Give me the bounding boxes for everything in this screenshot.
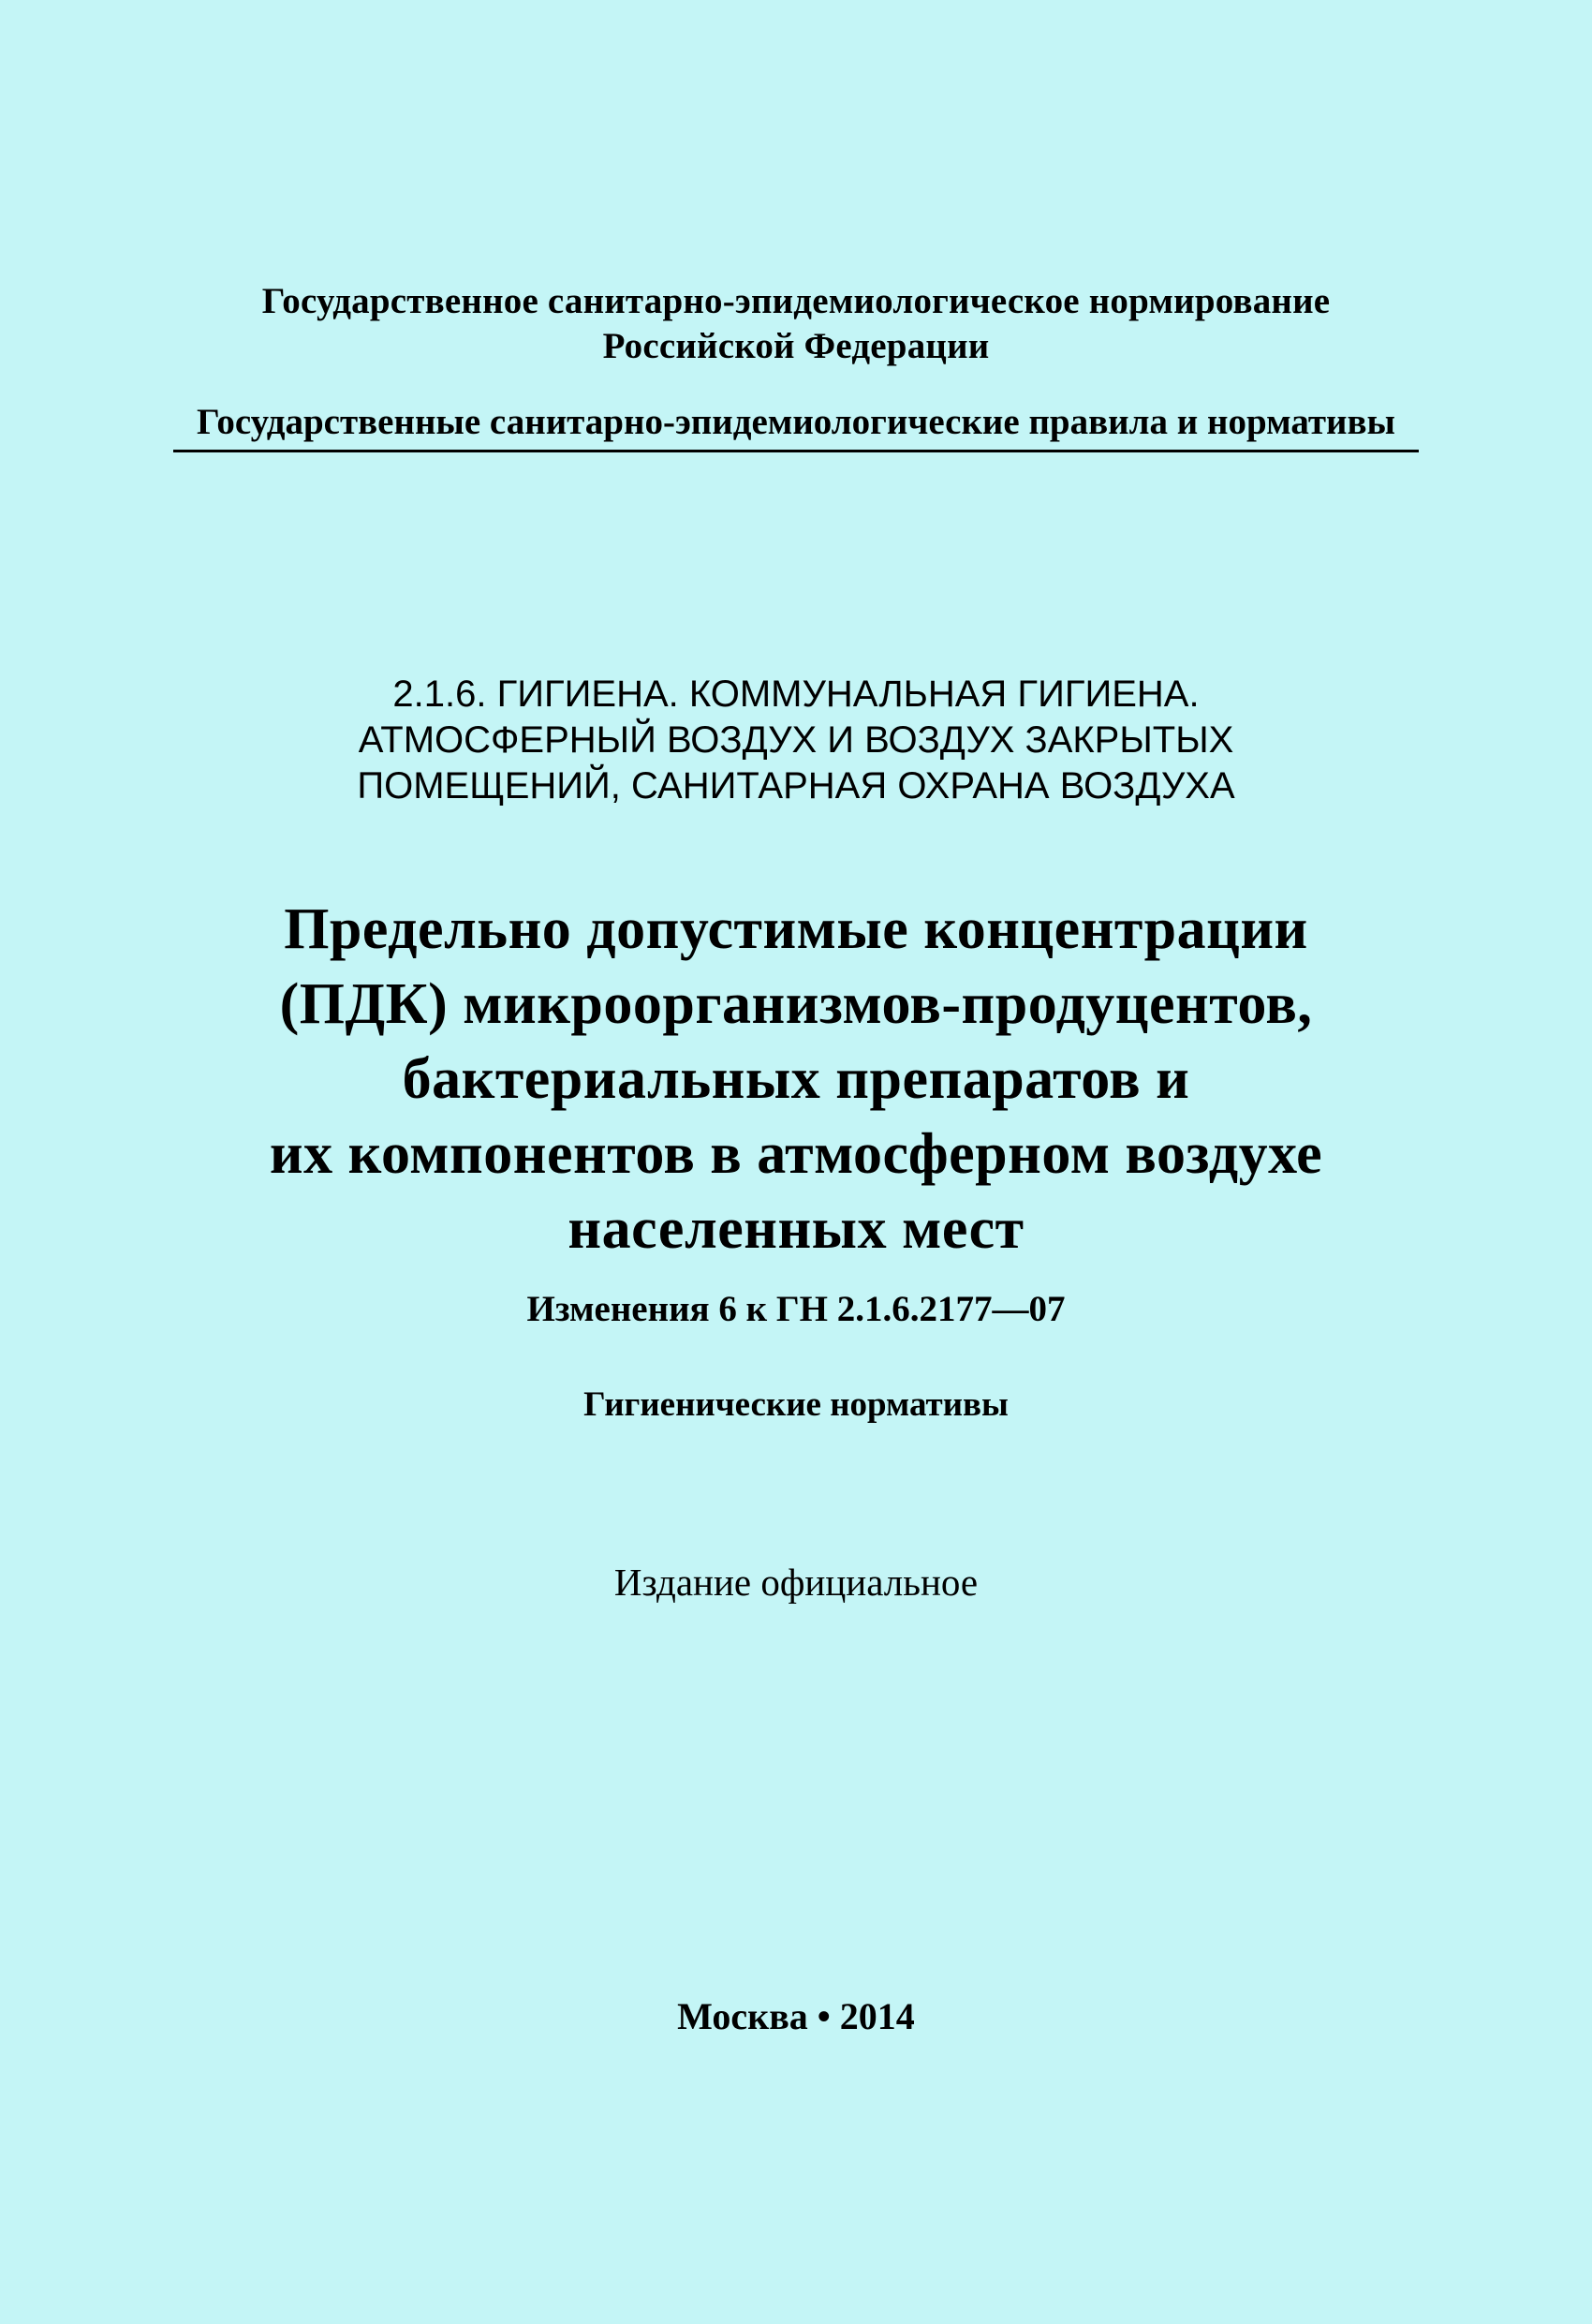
section-line-3: ПОМЕЩЕНИЙ, САНИТАРНАЯ ОХРАНА ВОЗДУХА: [357, 765, 1235, 807]
section-line-2: АТМОСФЕРНЫЙ ВОЗДУХ И ВОЗДУХ ЗАКРЫТЫХ: [358, 719, 1234, 761]
title-line-1: Предельно допустимые концентрации: [284, 897, 1308, 961]
rules-heading-container: [0, 401, 1592, 452]
amendment-label: Изменения 6 к ГН 2.1.6.2177—07: [526, 1289, 1066, 1329]
document-title: [0, 892, 1592, 1266]
authority-line-2: Российской Федерации: [602, 326, 990, 366]
document-type: Гигиенические нормативы: [583, 1385, 1009, 1424]
rules-heading: Государственные санитарно-эпидемиологические правила и нормативы: [173, 401, 1419, 452]
title-line-4: их компонентов в атмосферном воздухе: [269, 1122, 1323, 1186]
section-line-1: 2.1.6. ГИГИЕНА. КОММУНАЛЬНАЯ ГИГИЕНА.: [392, 674, 1200, 715]
imprint: Москва • 2014: [677, 1995, 915, 2037]
title-line-3: бактериальных препаратов и: [402, 1047, 1190, 1111]
title-line-5: населенных мест: [568, 1197, 1024, 1261]
edition-label: Издание официальное: [613, 1561, 979, 1604]
section-heading: [0, 672, 1592, 809]
title-line-2: (ПДК) микроорганизмов-продуцентов,: [279, 972, 1313, 1036]
authority-line-1: Государственное санитарно-эпидемиологическое нормирование: [261, 281, 1331, 321]
issuing-authority: [0, 279, 1592, 369]
